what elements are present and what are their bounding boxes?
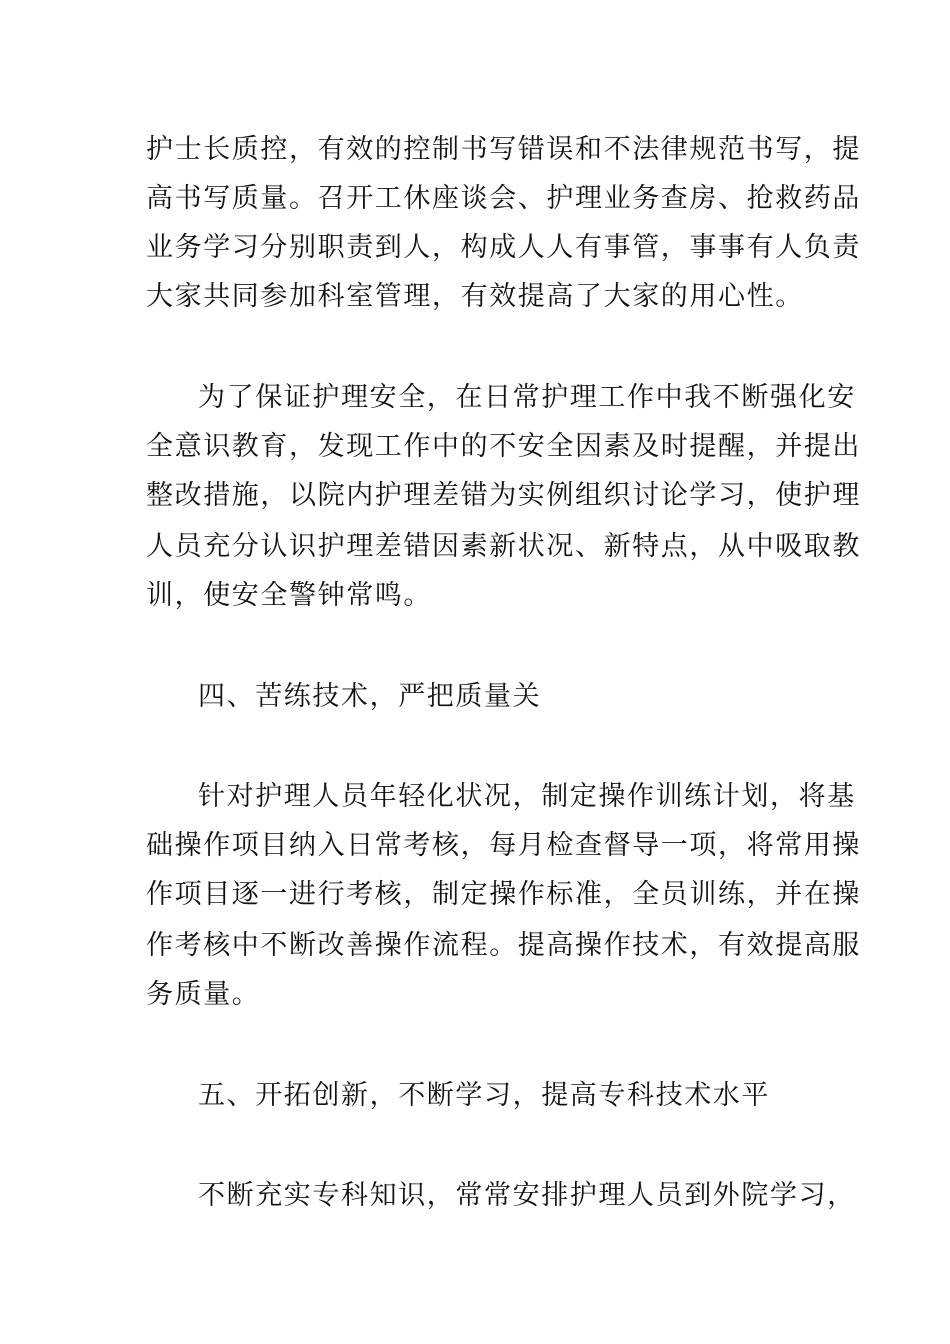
paragraph-3-line-2: 础操作项目纳入日常考核，每月检查督导一项，将常用操 bbox=[146, 830, 861, 861]
paragraph-3-line-4: 作考核中不断改善操作流程。提高操作技术，有效提高服 bbox=[146, 930, 861, 961]
paragraph-2-line-4: 人员充分认识护理差错因素新状况、新特点，从中吸取教 bbox=[146, 531, 861, 562]
paragraph-2-line-3: 整改措施，以院内护理差错为实例组织讨论学习，使护理 bbox=[146, 480, 861, 511]
paragraph-2-line-2: 全意识教育，发现工作中的不安全因素及时提醒，并提出 bbox=[146, 431, 861, 462]
paragraph-3-line-5: 务质量。 bbox=[146, 979, 261, 1010]
paragraph-2-line-1: 为了保证护理安全，在日常护理工作中我不断强化安 bbox=[198, 382, 856, 413]
paragraph-3-line-1: 针对护理人员年轻化状况，制定操作训练计划，将基 bbox=[198, 781, 856, 812]
paragraph-3-line-3: 作项目逐一进行考核，制定操作标准，全员训练，并在操 bbox=[146, 879, 861, 910]
paragraph-1-line-1: 护士长质控，有效的控制书写错误和不法律规范书写，提 bbox=[146, 134, 861, 165]
paragraph-1-line-4: 大家共同参加科室管理，有效提高了大家的用心性。 bbox=[146, 281, 804, 312]
paragraph-4-line-1: 不断充实专科知识，常常安排护理人员到外院学习， bbox=[198, 1180, 856, 1211]
section-heading-4: 四、苦练技术，严把质量关 bbox=[198, 681, 542, 712]
paragraph-1-line-2: 高书写质量。召开工休座谈会、护理业务查房、抢救药品 bbox=[146, 183, 861, 214]
paragraph-2-line-5: 训，使安全警钟常鸣。 bbox=[146, 580, 432, 611]
paragraph-1-line-3: 业务学习分别职责到人，构成人人有事管，事事有人负责 bbox=[146, 232, 861, 263]
section-heading-5: 五、开拓创新，不断学习，提高专科技术水平 bbox=[198, 1080, 770, 1111]
